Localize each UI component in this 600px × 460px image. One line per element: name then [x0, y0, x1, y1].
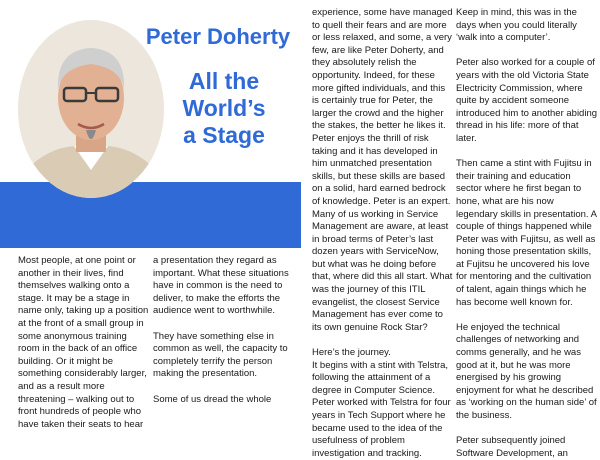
article-headline — [150, 68, 298, 149]
paragraph: Peter subsequently joined Software Development, an — [456, 435, 568, 459]
paragraph: Keep in mind, this was in the days when you could literally ‘walk into a computer’. — [456, 7, 577, 44]
text-column-1 — [18, 255, 150, 431]
paragraph: They have something else in common as well, the capacity to completely terrify the person making the presentation. — [153, 330, 288, 380]
paragraph: It begins with a stint with Telstra, following the attainment of a degree in Computer Science. Peter worked with Telstra for four years in Tech Support where he became used to the idea of the usefulness of problem investigation and tracking. — [312, 359, 451, 459]
blue-accent-band — [0, 182, 301, 248]
paragraph: experience, some have managed to quell their fears and are more or less relaxed, and some, a very few, are like Peter Doherty, and they absolutely relish the opportunity. Indeed, for these more gifted individuals, and this is certainly true for Peter, the larger the crowd and the higher the stakes, the better he likes it. Peter enjoys the thrill of risk taking and it has developed in him unmatched presentation skills, but these skills are based on a solid, hard earned bedrock of knowledge. Peter is an expert. Many of us working in Service Management are aware, at least in broad terms of Peter’s last dozen years with ServiceNow, but what was he doing before that, where did this all start. What was the journey of this ITIL evangelist, the closest Service Management has ever come to its own genuine Rock Star? — [312, 7, 453, 333]
text-column-2 — [153, 255, 290, 406]
paragraph: Most people, at one point or another in their lives, find themselves walking onto a stage. It may be a stage in name only, taking up a position at the front of a small group in some anonymous training room in the back of an office building. Or it might be something considerably larger, and as a result more threatening – walking out to front hundreds of people who have taken their seats to hear — [18, 255, 149, 430]
paragraph: Some of us dread the whole — [153, 393, 272, 405]
text-column-4 — [456, 7, 597, 460]
text-column-3 — [312, 7, 454, 460]
paragraph: Peter also worked for a couple of years with the old Victoria State Electricity Commission, where quite by accident someone introduced him to another abiding thread in his life: more of that later. — [456, 57, 598, 144]
paragraph: a presentation they regard as important. What these situations have in common is the need to deliver, to make the efforts the audience went to worthwhile. — [153, 255, 289, 317]
person-name: Peter Doherty — [145, 24, 291, 49]
headline-line: All the — [188, 68, 260, 94]
paragraph: He enjoyed the technical challenges of networking and comms generally, and he was good at it, but he was more energised by his growing enjoyment for what he described as ‘working on the human side’ of the business. — [456, 321, 597, 421]
headline-line: a Stage — [183, 122, 265, 148]
paragraph: Here’s the journey. — [312, 347, 391, 359]
headline-line: World’s — [182, 95, 266, 121]
paragraph: Then came a stint with Fujitsu in their training and education sector where he first began to hone, what are his now legendary skills in presentation. A couple of things happened while Peter was with Fujitsu, as well as honing those presentation skills, at Fujitsu he uncovered his love for mentoring and the cultivation of talent, again things which he has become well known for. — [456, 158, 597, 308]
